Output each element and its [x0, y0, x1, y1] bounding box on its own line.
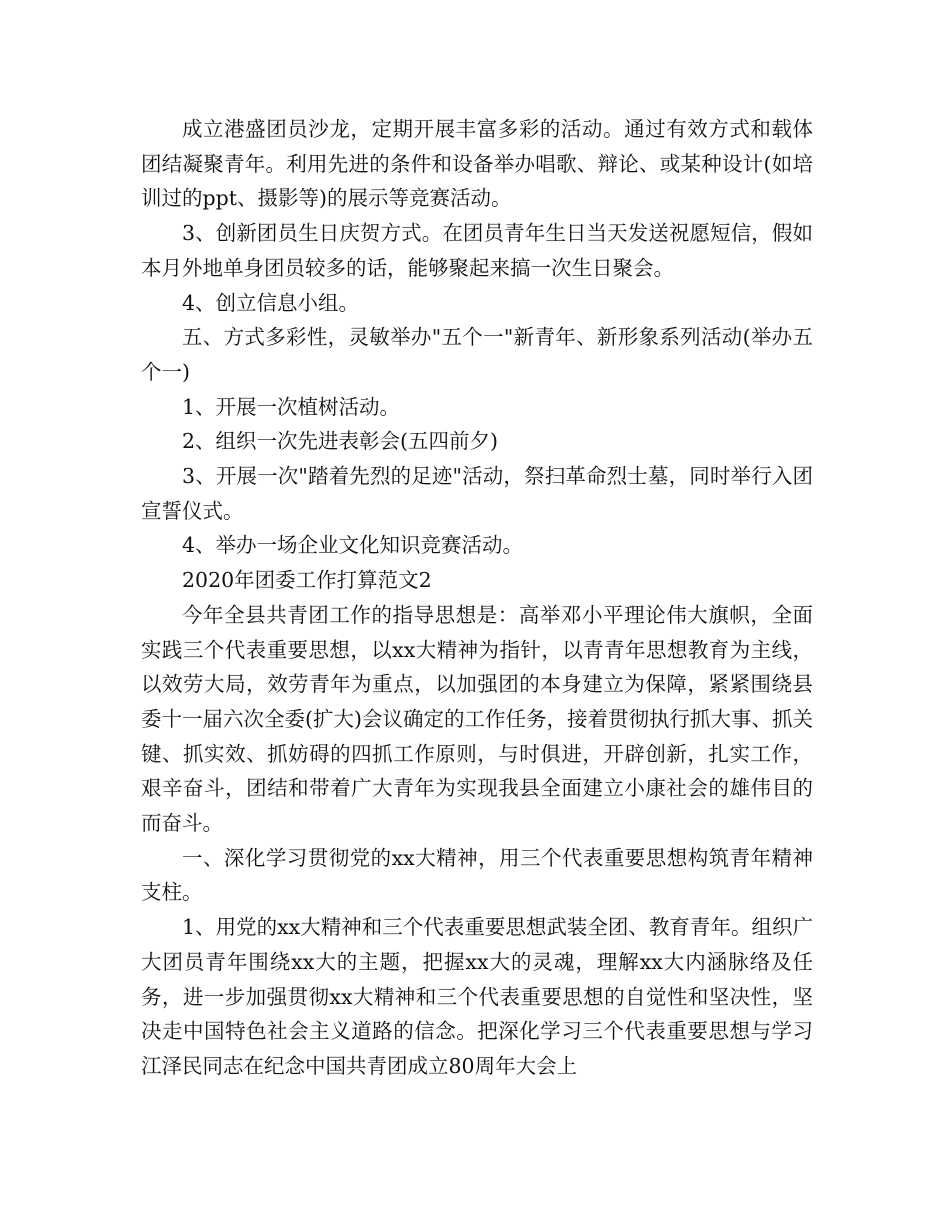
section-heading: 2020年团委工作打算范文2 — [182, 568, 432, 593]
paragraph: 3、开展一次"踏着先烈的足迹"活动，祭扫革命烈士墓，同时举行入团宣誓仪式。 — [141, 464, 813, 523]
paragraph: 1、用党的xx大精神和三个代表重要思想武装全团、教育青年。组织广大团员青年围绕xx大的主题，把握xx大的灵魂，理解xx大内涵脉络及任务，进一步加强贯彻xx大精神和三个代表重要思想的自觉性和坚决性，坚决走中国特色社会主义道路的信念。把深化学习三个代表重要思想与学习江泽民同志在纪念中国共青团成立80周年大会上 — [141, 915, 813, 1078]
paragraph: 1、开展一次植树活动。 — [182, 394, 401, 419]
document-body — [141, 112, 813, 1084]
paragraph: 一、深化学习贯彻党的xx大精神，用三个代表重要思想构筑青年精神支柱。 — [141, 845, 813, 905]
paragraph: 成立港盛团员沙龙，定期开展丰富多彩的活动。通过有效方式和载体团结凝聚青年。利用先进的条件和设备举办唱歌、辩论、或某种设计(如培训过的ppt、摄影等)的展示等竞赛活动。 — [141, 117, 813, 211]
paragraph: 五、方式多彩性，灵敏举办"五个一"新青年、新形象系列活动(举办五个一) — [141, 325, 813, 384]
paragraph: 4、创立信息小组。 — [182, 290, 360, 315]
paragraph: 4、举办一场企业文化知识竞赛活动。 — [182, 533, 524, 558]
paragraph: 2、组织一次先进表彰会(五四前夕) — [182, 429, 499, 454]
paragraph: 3、创新团员生日庆贺方式。在团员青年生日当天发送祝愿短信，假如本月外地单身团员较多的话，能够聚起来搞一次生日聚会。 — [141, 221, 813, 280]
paragraph: 今年全县共青团工作的指导思想是：高举邓小平理论伟大旗帜，全面实践三个代表重要思想，以xx大精神为指针，以青青年思想教育为主线，以效劳大局，效劳青年为重点，以加强团的本身建立为保障，紧紧围绕县委十一届六次全委(扩大)会议确定的工作任务，接着贯彻执行抓大事、抓关键、抓实效、抓妨碍的四抓工作原则，与时俱进，开辟创新，扎实工作，艰辛奋斗，团结和带着广大青年为实现我县全面建立小康社会的雄伟目的而奋斗。 — [141, 602, 813, 836]
